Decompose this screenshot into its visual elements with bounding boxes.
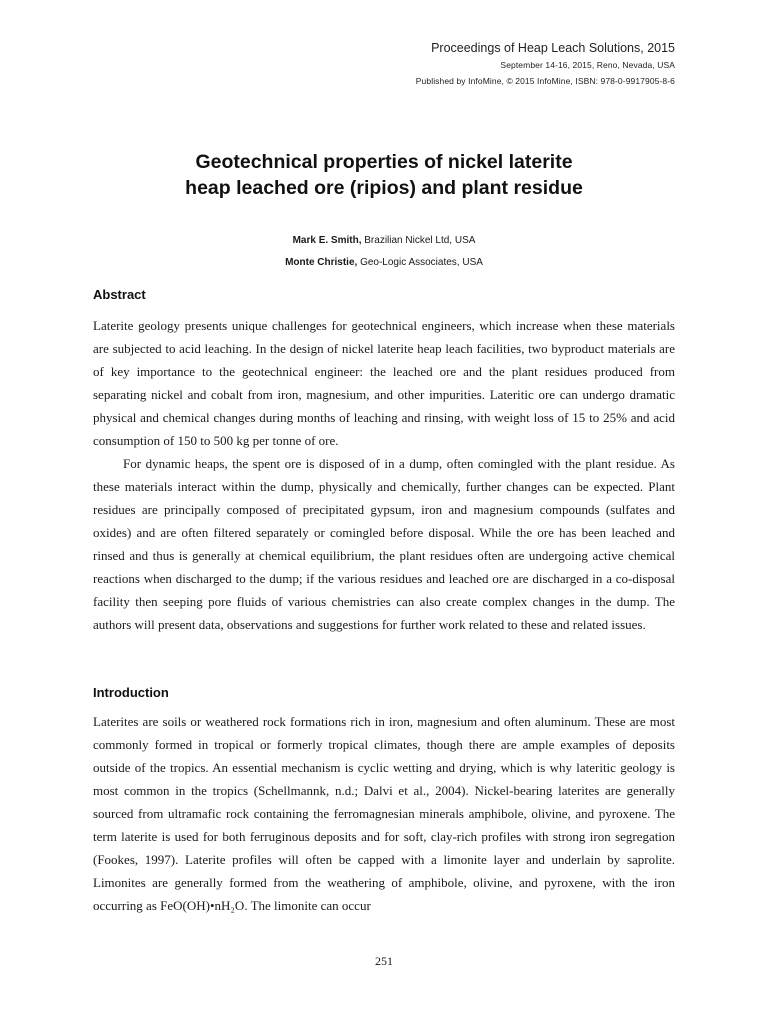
introduction-heading: Introduction [93,685,169,700]
abstract-body [93,314,675,636]
title-line-1: Geotechnical properties of nickel laterite [195,151,573,173]
author-name: Mark E. Smith, [292,235,362,246]
page-number: 251 [375,954,393,968]
abstract-paragraph: Laterite geology presents unique challenges for geotechnical engineers, which increase when these materials are subjected to acid leaching. In the design of nickel laterite heap leach facilities, two byproduct materials are of key importance to the geotechnical engineer: the leached ore and the plant residues produced from separating nickel and cobalt from iron, magnesium, and other impurities. Lateritic ore can undergo dramatic physical and chemical changes during months of leaching and rinsing, with weight loss of 15 to 25% and acid consumption of 150 to 500 kg per tonne of ore. [93,318,675,448]
abstract-paragraph: For dynamic heaps, the spent ore is disposed of in a dump, often comingled with the plant residue. As these materials interact within the dump, physically and chemically, further changes can be expected. Plant residues are principally composed of precipitated gypsum, iron and magnesium compounds (sulfates and oxides) and are often filtered separately or comingled before disposal. While the ore has been leached and rinsed and thus is generally at chemical equilibrium, the plant residues often are undergoing active chemical reactions when discharged to the dump; if the various residues and leached ore are discharged in a co-disposal facility then seeping pore fluids of various chemistries can also create complex changes in the dump. The authors will present data, observations and suggestions for further work related to these and related issues. [93,456,675,632]
author-entry [0,230,768,252]
author-name: Monte Christie, [285,257,358,268]
introduction-body [93,710,675,917]
introduction-paragraph: Laterites are soils or weathered rock formations rich in iron, magnesium and often aluminum. These are most commonly formed in tropical or formerly tropical climates, though there are ample examples of deposits outside of the tropics. An essential mechanism is cyclic wetting and drying, which is why lateritic geology is most common in the tropics (Schellmannk, n.d.; Dalvi et al., 2004). Nickel-bearing laterites are generally sourced from ultramafic rock containing the ferromagnesian minerals amphibole, olivine, and pyroxene. The term laterite is used for both ferruginous deposits and for soft, clay-rich profiles with strong iron segregation (Fookes, 1997). Laterite profiles will often be capped with a limonite layer and underlain by saprolite. Limonites are generally formed from the weathering of amphibole, olivine, and pyroxene, with the iron occurring as FeO(OH)•nH₂O. The limonite can occur [93,714,675,913]
author-list [0,230,768,274]
abstract-heading: Abstract [93,287,146,302]
author-affiliation: Geo-Logic Associates, USA [360,257,483,268]
author-entry [0,252,768,274]
proceedings-header [416,40,675,89]
conference-name: Proceedings of Heap Leach Solutions, 2015 [431,41,675,55]
author-affiliation: Brazilian Nickel Ltd, USA [364,235,476,246]
title-line-2: heap leached ore (ripios) and plant residue [185,177,583,199]
paper-title [0,149,768,201]
conference-dates-location: September 14-16, 2015, Reno, Nevada, USA [500,60,675,70]
publisher-line: Published by InfoMine, © 2015 InfoMine, ISBN: 978-0-9917905-8-6 [415,76,675,86]
